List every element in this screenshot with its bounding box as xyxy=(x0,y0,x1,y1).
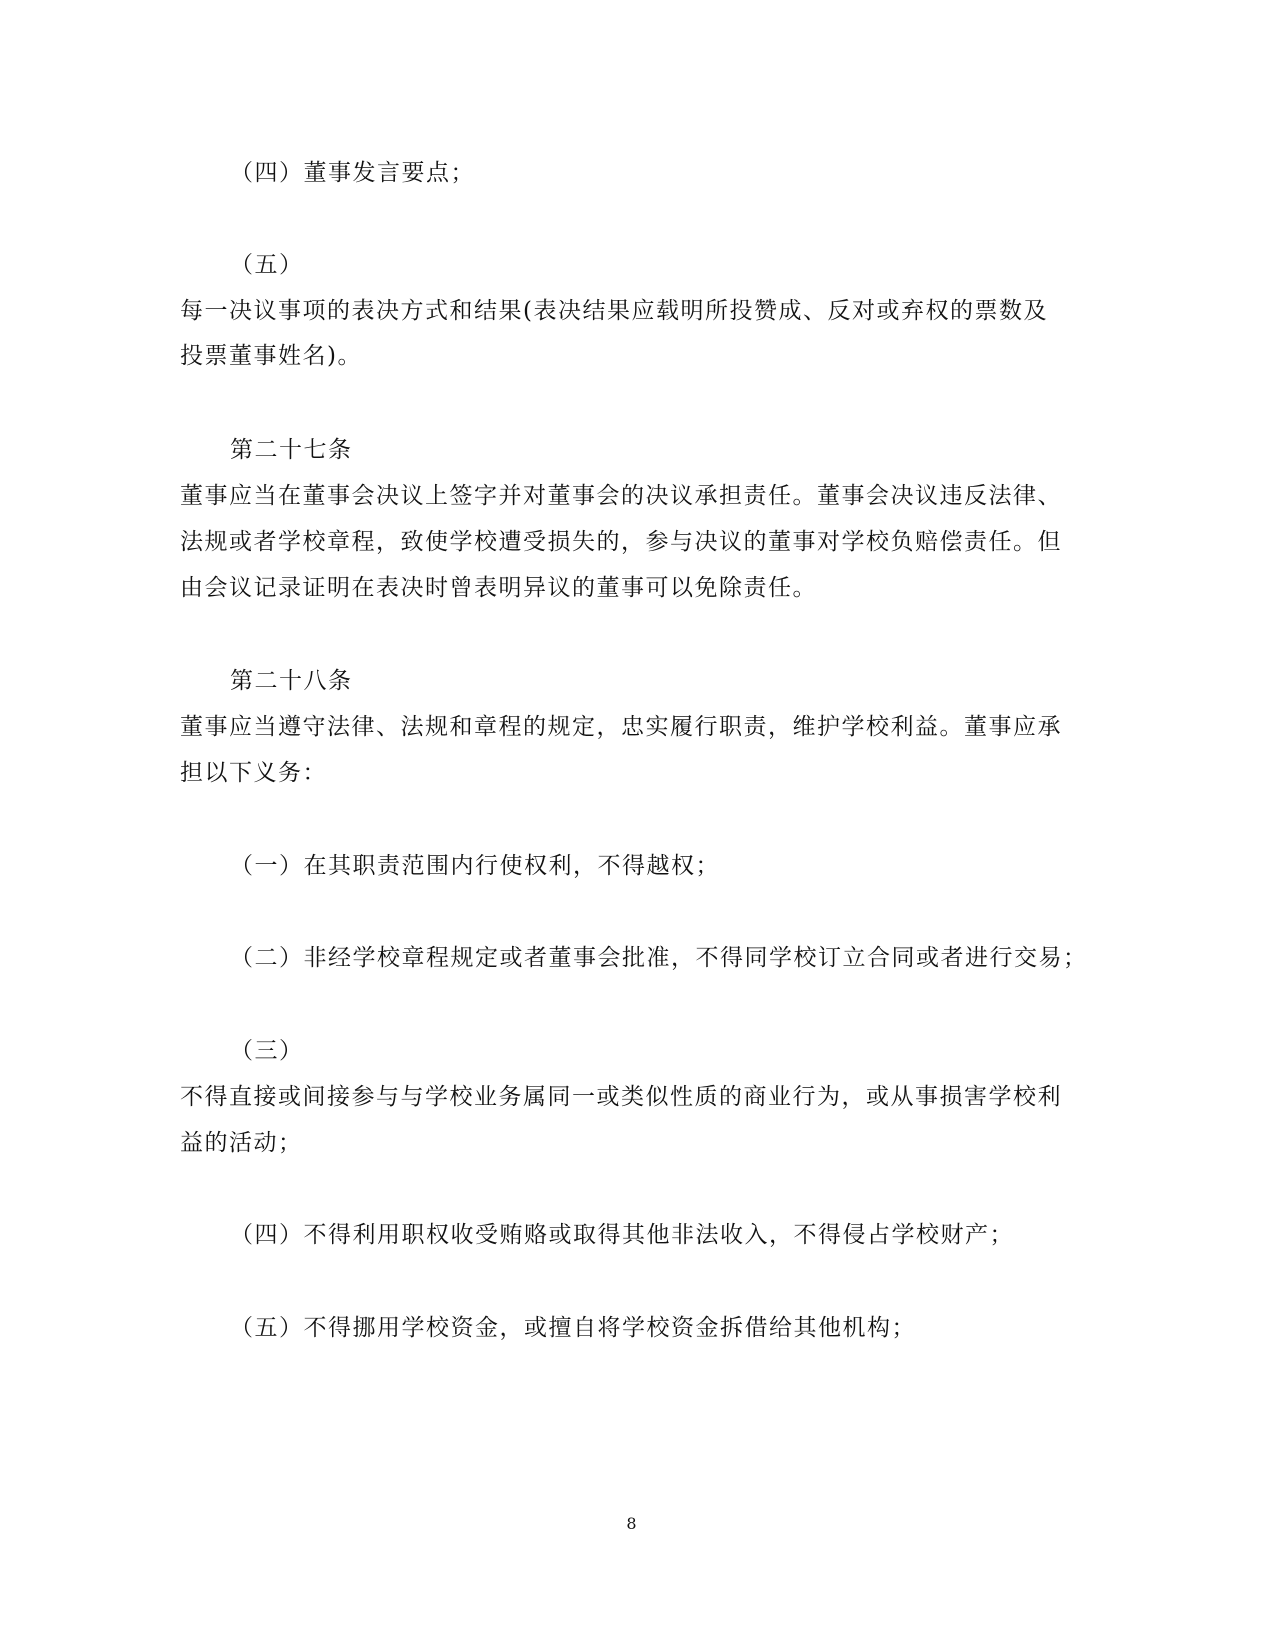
article-28-text-line-2: 担以下义务： xyxy=(180,760,327,786)
duty-4: （四）不得利用职权收受贿赂或取得其他非法收入，不得侵占学校财产； xyxy=(230,1222,1014,1248)
duty-3-text-line-1: 不得直接或间接参与与学校业务属同一或类似性质的商业行为，或从事损害学校利 xyxy=(180,1084,1062,1110)
duty-3-text-line-2: 益的活动； xyxy=(180,1130,303,1156)
clause-5-text-line-2: 投票董事姓名)。 xyxy=(180,343,362,369)
clause-5-text-line-1: 每一决议事项的表决方式和结果(表决结果应载明所投赞成、反对或弃权的票数及 xyxy=(180,298,1048,324)
article-28-heading: 第二十八条 xyxy=(230,668,353,694)
article-28-text-line-1: 董事应当遵守法律、法规和章程的规定，忠实履行职责，维护学校利益。董事应承 xyxy=(180,714,1062,740)
clause-4-speech-points: （四）董事发言要点； xyxy=(230,160,475,186)
clause-5-heading: （五） xyxy=(230,252,304,278)
article-27-heading: 第二十七条 xyxy=(230,437,353,463)
duty-2: （二）非经学校章程规定或者董事会批准，不得同学校订立合同或者进行交易； xyxy=(230,945,1088,971)
duty-3-heading: （三） xyxy=(230,1038,304,1064)
duty-5: （五）不得挪用学校资金，或擅自将学校资金拆借给其他机构； xyxy=(230,1315,916,1341)
article-27-text-line-2: 法规或者学校章程，致使学校遭受损失的，参与决议的董事对学校负赔偿责任。但 xyxy=(180,529,1062,555)
article-27-text-line-1: 董事应当在董事会决议上签字并对董事会的决议承担责任。董事会决议违反法律、 xyxy=(180,483,1062,509)
article-27-text-line-3: 由会议记录证明在表决时曾表明异议的董事可以免除责任。 xyxy=(180,575,817,601)
duty-1: （一）在其职责范围内行使权利，不得越权； xyxy=(230,853,720,879)
page-number: 8 xyxy=(626,1514,637,1533)
